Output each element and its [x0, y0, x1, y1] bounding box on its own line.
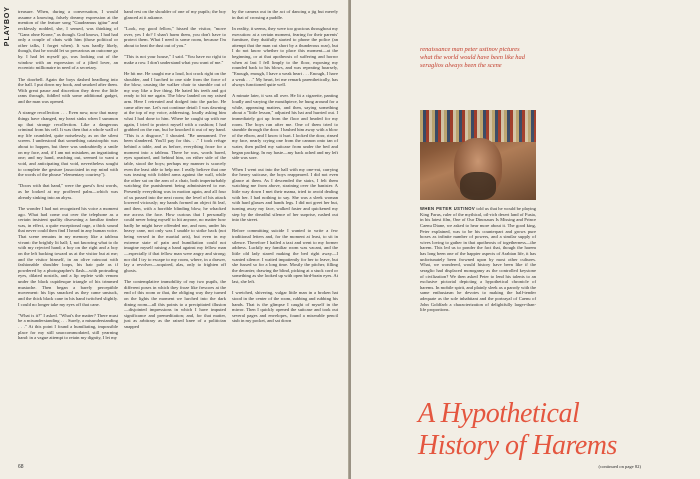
article-column-2: [124, 9, 226, 471]
article-column-1: [18, 9, 118, 471]
magazine-section-label: PLAYBOY: [4, 6, 11, 47]
continued-note: [541, 464, 641, 470]
ustinov-photo: [420, 110, 536, 200]
title-line-1: A Hypothetical: [418, 398, 580, 429]
column-text: by the camera out in the act of dancing a jig but merely in that of crossing a puddle. In reality, it seems, they were too gracious throughout my execution: at a certain moment, fearing for their parents' furniture, they dutifully started to phone the police (an attempt that the man cut short by a thunderous roar), but I do not know whether to place this moment—at the beginning, or at that apotheosis of suffering and horror when at last I fell limply to the floor, exposing my rounded back to his blows, and was repeating hoarsely, "Enough, enough, I have a weak heart . . . Enough, I have a weak . . ." My heart, let me remark parenthetically, has always functioned quite well. A minute later, it was all over. He lit a cigarette, panting loudly and varying the mouthpiece, he hung around for a while, appeasing matters, and then, saying something about a "little lesson," adjusted his hat and hurried out. I immediately got up from the floor and headed for my room. The boys ran after me. One of them tried to stumble through the door. I bashed him away with a blow of the elbow, and I know it hurt. I locked the door, rinsed my face, nearly crying one from the cannon onto tan of water, then pulled my suitcase from under the bed and began packing. In my haste—my back ached and my left side was sore. When I went out into the hall with my one-eat, carrying the heavy suitcase, the boys reappeared. I did not even glance at them. As I descended the stairs, I felt them watching me from above, straining over the banister. A little way down I met their mama, tried to avoid dealing with her. I had nothing to say. She was a sleek woman with hard glasses and hands legs. I did not greet her but, turning away my face, walked faster and quickened my step by the dreadful silence of her surprise, rushed out into the street. Before committing suicide I wanted to write a few traditional letters and, for the moment at least, to sit in silence. Therefore I hailed a taxi and went to my former address. Luckily my familiar room was vacant, and the little old lady stared making the bed right away—I wanted silence. I waited impatiently for her to leave, but she fussed so for a long time. Mostly the pitcher, filling the decanter, drawing the blind, picking at a stuck cord or something as she looked up with open bird-brain eyes. At last, she left. I wretched, shivering, vulgar little man in a broken hat stood in the center of the room, rubbing and rubbing his hands. That is the glimpse I caught of myself in the mirror. Then I quickly opened the suitcase and took out several pages and envelopes, found a miserable pencil stub in my pocket, and sat down: [232, 9, 338, 324]
page-number: 68: [18, 464, 24, 470]
intro-caption: [420, 206, 536, 394]
caption-lead: WHEN PETER USTINOV: [420, 206, 476, 211]
title-line-2: History of Harems: [418, 430, 617, 461]
beard-shape: [460, 172, 496, 200]
column-text: treasure. When, during a conversation, I would assume a knowing, falsely dreamy expression at the mention of the feature song "Gaudeamus igitur" and recklessly nodded, she, I sensed, was thinking of "Ganz ohne Krone," as though. God knows, I had had only a couple of chats with him (those political or other talks, I forget when). It was hardly likely, though, that he would let so precarious an outcome go by. I had let myself go, was looking out of the window with an expression of a jilted lover, an eccentric millionaire in need of a secretary. The doorbell. Again the boys dashed headlong into the hall. I put down my book, and smoked after them. With great pause and discretion they drew the little rams through, fiddled with some additional gadget, and the man was opened. A strange recollection . . . Even now, now that many things have changed, my heart sinks when I summon up that strange recollection. Like a dangerous criminal from his cell. It was then that a whole wall of my life crumbled, quite noiselessly, as on the silent screen. I understood that something catastrophic was about to happen, but there was undoubtedly a smile on my face, and, if I am not mistaken, an ingratiating one; and my hand, reaching out, seemed to want a void, and anticipating that void, nevertheless sought to complete the gesture (associated in my mind with the words of the phrase "elementary courtesy"). "Doors with that hand," were the guest's first words, as he looked at my proffered palm—which was already sinking into an abyss. The wonder I had not recognized his voice a moment ago. What had come out over the telephone as a certain insistent quality disowning a familiar timbre was, in effect, a quite exceptional rage, a thick sound that never could then find I heard in any human voice. That scene remains in my memory like a tableau vivant: the brightly lit hall; I, not knowing what to do with my rejected hand; a boy on the right and a boy on the left backing toward us at the visitor but at me; and the visitor himself, in an olive raincoat with fashionable shoulder loops, his hair pale as if powdered by a photographer's flash—with protruding eyes, dilated nostrils, and a lip replete with venom under the black cupidesque triangle of his trimmed mustache. Then began a barely perceptible movement: his lips smacked as they came unstuck, and the thick black cane in his hand twitched slightly. I could no longer take my eyes off that cane. "What is it?" I asked. "What's the matter? There must be a misunderstanding . . . Surely, a misunderstanding . . ." At this point I found a humiliating, impossible place for my still unaccommodated, still yearning hand: in a vague attempt to retain my dignity, I let my: [18, 9, 118, 341]
continued-text: (continued on page 82): [598, 464, 641, 469]
teaser-text: renaissance man peter ustinov pictures what the world would have been like had seraglios always been the scene: [420, 46, 525, 69]
column-text: hand rest on the shoulder of one of my pupils; the boy glanced at it askance. "Look, my good fellow," hissed the visitor, "move over, yes I do? I shan't harm them, you don't have to protect them. What I need is some room, because I'm about to beat the dust out of you." "This is not your house," I said. "You have no right to make a row. I don't understand what you want of me." He hit me. He caught me a loud, hot crack right on the shoulder, and I lurched to one side from the force of the blow, causing the walker chair to stumble out of my way like a live thing. He hated his teeth and got ready to hit me again. The blow landed on my raised arm. Here I retreated and dodged into the parlor. He came after me. Let's not continue detail: I was dawning at the top of my voice, addressing, loudly asking him what I had done to him. Where he caught up with me again, I tried to protect myself with a cushion; I had grabbed on the run, but he knocked it out of my hand. "This is a disgrace," I shouted. "Be unmanned. I've been slandered. You'll pay for this. . ." I took refuge behind a table, and as before, everything froze for a moment into a tableau. There he was, words bared, eyes upraised, and behind him, on either side of the table, stood the boys; perhaps my manner is scarcely even the least able to help me. I really believe that one was teasing with folded arms against the wall, while the other sat on the arm of a chair, both imperturbably watching the punishment being administered to me. Presently everything was in motion again, and all four of us passed into the next room; the level of his attack lowered viciously; my hands formed an object fit leaf, and then, with a horrible blinding blow, he whacked me across the face. How curious that I personally could never bring myself to hit anyone, no matter how badly he might have offended me, and now, under his heavy cane, not only was I unable to strike back (not being versed in the martial arts), but even in my extreme state of pain and humiliation could not imagine myself raising a hand against my fellow man—especially if that fellow man were angry and strong; nor did I try to escape to my room, where, in a drawer, lay a revolver—acquired, alas, only to frighten off ghosts. The contemplative immobility of my two pupils, the different poses in which they froze like frescoes at the end of this room or that, the obliging way they turned on the lights the moment we lurched into the dark dining room—all this points to a precipitated illusion—disjointed impressions in which I have imputed significance and premeditation; and, for that matter, just as arbitrary as the raised knee of a politician snapped: [124, 9, 226, 329]
left-page: [0, 0, 349, 479]
article-column-3: [232, 9, 338, 471]
caption-body: told us that he would be playing King Farus, ruler of the mythical, oil-rich desert land of Fusia, in his latest film, One of Our Dinosaurs Is Missing and Prince Caenu Diane, we asked to hear more about it. The good king, Peter explained, was to be his counterpart and grows pure boxes as infinite number of powers, and a similar supply of wives loving to gather in that apotheosis of togetherness—the harem. This led us to ponder the fact that, though the harem has long been one of the happier aspects of Arabian life, it has unfortunately been frowned upon by most other cultures. What, we wondered, would history have been like if the seraglio had displaced monogamy as the controlled keystone of civilization? We then asked Peter to lend his talents to an exclusive pictorial depicting a hypothetical chronicle of harems. In mobile spirit, and plainly sleek as a parody with the same enthusiasm he devotes to making the half-tender adequate as the sole inhabitant and the portrayal of Caenu of John Goldfarb a characterization of delightfully larger-than-life proportions.: [420, 206, 536, 313]
article-title: [418, 398, 624, 462]
